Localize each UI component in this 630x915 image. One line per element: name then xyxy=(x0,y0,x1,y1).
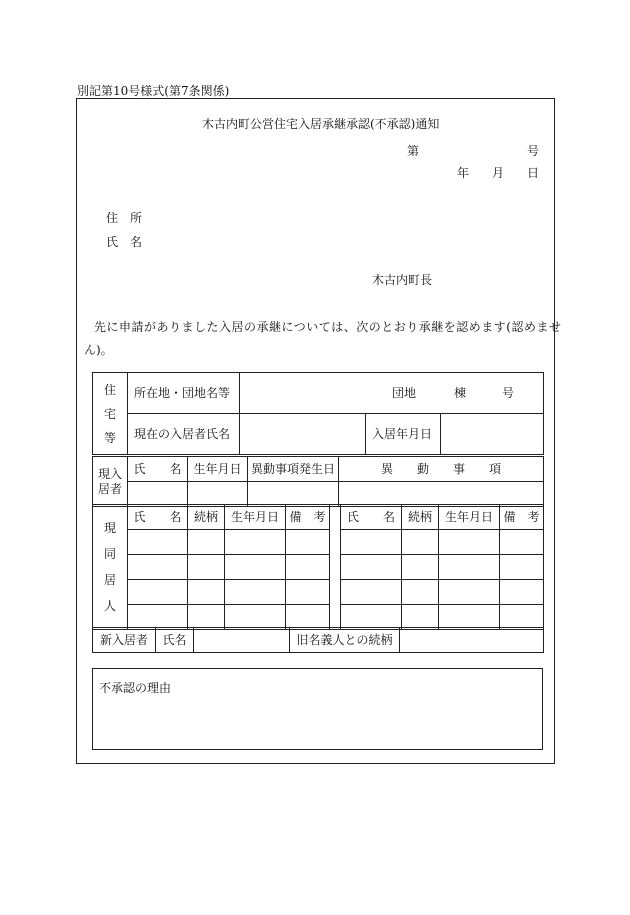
new-resident-label: 新入居者 xyxy=(93,628,156,653)
cohabitant-cell[interactable] xyxy=(402,555,439,580)
cohabitant-table xyxy=(92,504,544,630)
danchi-label: 団地 xyxy=(392,386,417,400)
cohabitant-cell[interactable] xyxy=(439,530,500,555)
cohabitant-cell[interactable] xyxy=(341,555,402,580)
cohabitant-relation-header: 続柄 xyxy=(188,505,225,530)
resident-change-date-header: 異動事項発生日 xyxy=(248,457,339,482)
relation-to-former-holder-label: 旧名義人との続柄 xyxy=(290,628,400,653)
cohabitant-cell[interactable] xyxy=(128,555,188,580)
cohabitant-cell[interactable] xyxy=(341,530,402,555)
cohabitant-cell[interactable] xyxy=(286,605,330,630)
cohabitant-cell[interactable] xyxy=(439,580,500,605)
doc-number-go: 号 xyxy=(527,144,540,158)
cohabitant-cell[interactable] xyxy=(225,605,286,630)
cohabitant-cell[interactable] xyxy=(341,580,402,605)
cohabitant-cell[interactable] xyxy=(500,580,544,605)
resident-name-cell[interactable] xyxy=(128,482,188,507)
body-text-line1: 先に申請がありました入居の承継については、次のとおり承継を認めます(認めませ xyxy=(94,320,562,334)
resident-name-header: 氏 名 xyxy=(128,457,188,482)
resident-side-label: 現入 居者 xyxy=(93,457,128,507)
cohabitant-cell[interactable] xyxy=(225,580,286,605)
date-day: 日 xyxy=(527,166,540,180)
recipient-name-label: 氏 名 xyxy=(106,235,143,249)
resident-birth-header: 生年月日 xyxy=(188,457,248,482)
date-month: 月 xyxy=(492,166,505,180)
new-resident-table xyxy=(92,627,544,653)
move-in-date-value[interactable] xyxy=(441,414,544,455)
resident-birth-cell[interactable] xyxy=(188,482,248,507)
document-title: 木古内町公営住宅入居承継承認(不承認)通知 xyxy=(202,117,440,131)
cohabitant-relation-header: 続柄 xyxy=(402,505,439,530)
cohabitant-cell[interactable] xyxy=(402,605,439,630)
current-resident-label: 現在の入居者氏名 xyxy=(128,414,240,455)
cohabitant-cell[interactable] xyxy=(225,530,286,555)
cohabitant-cell[interactable] xyxy=(402,530,439,555)
cohabitant-name-header: 氏 名 xyxy=(128,505,188,530)
cohabitant-cell[interactable] xyxy=(500,605,544,630)
resident-change-header: 異 動 事 項 xyxy=(339,457,544,482)
body-text-line2: ん)。 xyxy=(84,343,113,357)
cohabitant-birth-header: 生年月日 xyxy=(439,505,500,530)
cohabitant-side-label: 現 同 居 人 xyxy=(93,505,128,630)
form-label: 別記第10号様式(第7条関係) xyxy=(77,84,230,98)
cohabitant-cell[interactable] xyxy=(225,555,286,580)
cohabitant-birth-header: 生年月日 xyxy=(225,505,286,530)
location-label: 所在地・団地名等 xyxy=(128,373,240,414)
cohabitant-notes-header: 備 考 xyxy=(500,505,544,530)
cohabitant-cell[interactable] xyxy=(439,605,500,630)
cohabitant-cell[interactable] xyxy=(128,605,188,630)
resident-table xyxy=(92,456,544,507)
location-value[interactable] xyxy=(240,373,544,414)
housing-side-label: 住 宅 等 xyxy=(93,373,128,455)
cohabitant-cell[interactable] xyxy=(128,530,188,555)
cohabitant-cell[interactable] xyxy=(500,530,544,555)
cohabitant-notes-header: 備 考 xyxy=(286,505,330,530)
new-resident-name-value[interactable] xyxy=(194,628,290,653)
cohabitant-cell[interactable] xyxy=(286,555,330,580)
cohabitant-name-header: 氏 名 xyxy=(341,505,402,530)
resident-change-cell[interactable] xyxy=(339,482,544,507)
cohabitant-cell[interactable] xyxy=(188,580,225,605)
cohabitant-cell[interactable] xyxy=(500,555,544,580)
new-resident-name-label: 氏名 xyxy=(156,628,194,653)
column-gap xyxy=(330,505,341,630)
cohabitant-cell[interactable] xyxy=(188,555,225,580)
cohabitant-cell[interactable] xyxy=(188,530,225,555)
cohabitant-cell[interactable] xyxy=(341,605,402,630)
tou-label: 棟 xyxy=(454,386,467,400)
housing-table xyxy=(92,372,544,455)
cohabitant-cell[interactable] xyxy=(286,580,330,605)
cohabitant-cell[interactable] xyxy=(402,580,439,605)
cohabitant-cell[interactable] xyxy=(188,605,225,630)
issuer: 木古内町長 xyxy=(372,273,433,287)
recipient-address-label: 住 所 xyxy=(106,211,143,225)
doc-number-dai: 第 xyxy=(407,144,420,158)
cohabitant-cell[interactable] xyxy=(439,555,500,580)
resident-change-date-cell[interactable] xyxy=(248,482,339,507)
rejection-reason-label: 不承認の理由 xyxy=(99,681,172,695)
go-label: 号 xyxy=(502,386,515,400)
current-resident-value[interactable] xyxy=(240,414,366,455)
date-year: 年 xyxy=(457,166,470,180)
rejection-reason-box[interactable] xyxy=(92,668,543,750)
move-in-date-label: 入居年月日 xyxy=(366,414,441,455)
cohabitant-cell[interactable] xyxy=(286,530,330,555)
cohabitant-cell[interactable] xyxy=(128,580,188,605)
relation-to-former-holder-value[interactable] xyxy=(400,628,544,653)
